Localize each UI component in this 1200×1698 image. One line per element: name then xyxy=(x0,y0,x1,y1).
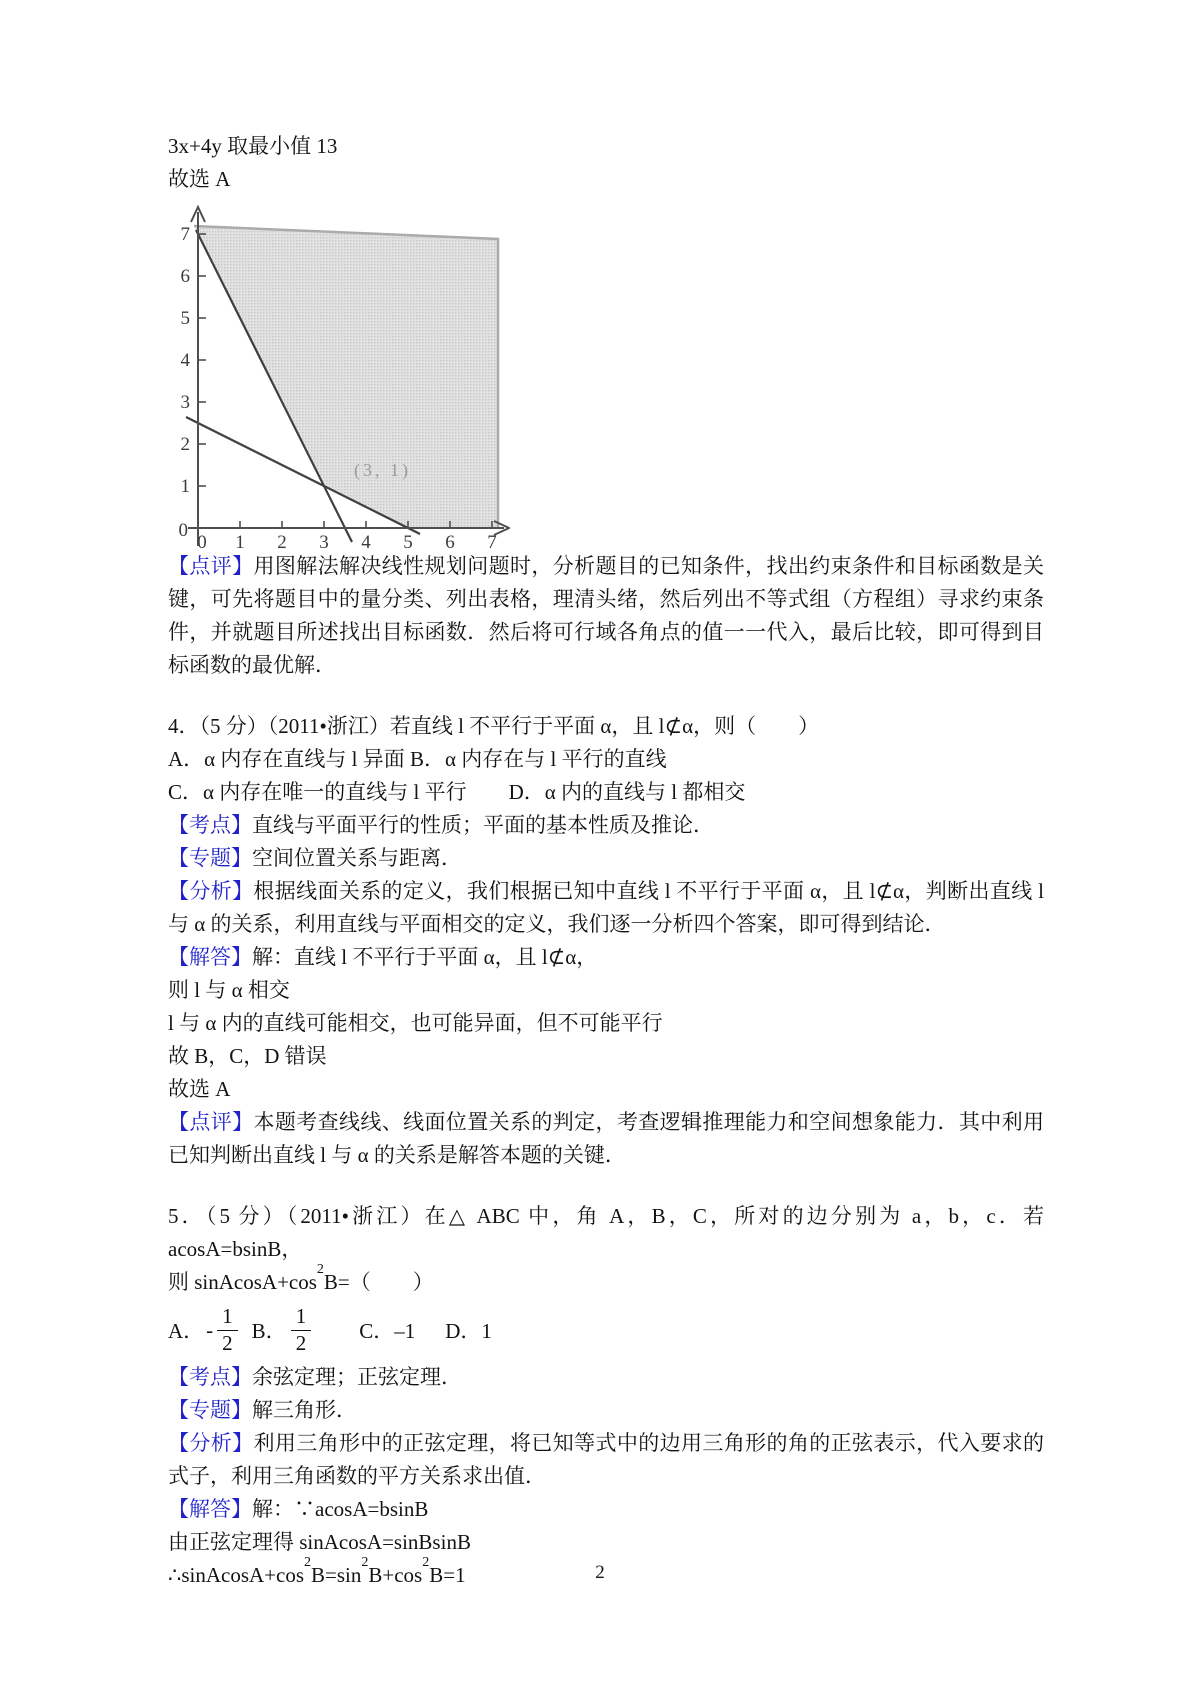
y-tick-0: 0 xyxy=(178,520,188,541)
q4-dianping-text: 本题考查线线、线面位置关系的判定，考查逻辑推理能力和空间想象能力．其中利用已知判断出直线 l 与 α 的关系是解答本题的关键． xyxy=(168,1110,1044,1167)
dianping-tag: 【点评】 xyxy=(168,1110,254,1134)
jieda-tag: 【解答】 xyxy=(168,1497,252,1521)
y-tick-1: 1 xyxy=(180,476,190,497)
fenxi-tag: 【分析】 xyxy=(168,1431,254,1455)
q5-options-row xyxy=(168,1299,1044,1361)
x-tick-1: 1 xyxy=(235,532,245,550)
fraction-numerator: 1 xyxy=(217,1305,238,1330)
q5-jieda-line2: 由正弦定理得 sinAcosA=sinBsinB xyxy=(168,1530,471,1554)
q5-jieda-text1: 解：∵acosA=bsinB xyxy=(252,1497,429,1521)
y-tick-7: 7 xyxy=(180,224,190,245)
document-body xyxy=(168,130,1044,1592)
x-tick-7: 7 xyxy=(487,532,497,550)
y-tick-6: 6 xyxy=(180,266,190,287)
page-number: 2 xyxy=(595,1562,605,1583)
q3-comment-text: 用图解法解决线性规划问题时，分析题目的已知条件，找出约束条件和目标函数是关键，可先将题目中的量分类、列出表格，理清头绪，然后列出不等式组（方程组）寻求约束条件，并就题目所述找出目标函数．然后将可行域各角点的值一一代入，最后比较，即可得到目标函数的最优解． xyxy=(168,554,1044,677)
q4-jieda-line3: l 与 α 内的直线可能相交，也可能异面，但不可能平行 xyxy=(168,1011,663,1035)
zhuanti-tag: 【专题】 xyxy=(168,846,252,870)
q5-option-a-fraction xyxy=(217,1305,238,1354)
y-tick-5: 5 xyxy=(180,308,190,329)
kaodian-tag: 【考点】 xyxy=(168,813,252,837)
q3-comment-paragraph xyxy=(168,550,1044,682)
vertex-point-label: (3, 1) xyxy=(354,460,411,480)
q4-dianping-paragraph xyxy=(168,1106,1044,1172)
x-tick-4: 4 xyxy=(361,532,371,550)
q5-option-b-label: B． xyxy=(251,1319,287,1343)
eq-sup: 2 xyxy=(422,1555,430,1571)
q4-fenxi-text: 根据线面关系的定义，我们根据已知中直线 l 不平行于平面 α，且 l⊄α，判断出直线 l 与 α 的关系，利用直线与平面相交的定义，我们逐一分析四个答案，即可得到结论． xyxy=(168,879,1044,936)
x-tick-6: 6 xyxy=(445,532,455,550)
q4-options-cd: C．α 内存在唯一的直线与 l 平行 D．α 内的直线与 l 都相交 xyxy=(168,780,746,804)
q3-result-line: 3x+4y 取最小值 13 xyxy=(168,134,338,158)
q4-kaodian-text: 直线与平面平行的性质；平面的基本性质及推论． xyxy=(252,813,714,837)
q5-option-c: C．–1 xyxy=(359,1319,416,1343)
section-gap xyxy=(168,1172,1044,1200)
eq-part: B=1 xyxy=(429,1563,466,1587)
q4-zhuanti-text: 空间位置关系与距离． xyxy=(252,846,462,870)
x-tick-0: 0 xyxy=(197,532,207,550)
linear-programming-graph xyxy=(158,198,510,550)
x-tick-labels xyxy=(197,532,497,550)
q4-fenxi-paragraph xyxy=(168,875,1044,941)
feasible-region-figure xyxy=(158,198,1044,550)
q4-jieda-line1 xyxy=(168,941,1044,974)
q4-jieda-line2: 则 l 与 α 相交 xyxy=(168,978,290,1002)
eq-sup: 2 xyxy=(304,1555,312,1571)
q4-zhuanti-line xyxy=(168,842,1044,875)
x-tick-2: 2 xyxy=(277,532,287,550)
eq-part: B+cos xyxy=(368,1563,423,1587)
fraction-denominator: 2 xyxy=(222,1330,233,1355)
q5-kaodian-line xyxy=(168,1361,1044,1394)
q4-jieda-line5: 故选 A xyxy=(168,1077,231,1101)
y-tick-3: 3 xyxy=(180,392,190,413)
q5-option-a-label: A． xyxy=(168,1319,205,1343)
q5-zhuanti-text: 解三角形． xyxy=(252,1398,357,1422)
q4-title: 4．（5 分）（2011•浙江）若直线 l 不平行于平面 α，且 l⊄α，则（ ） xyxy=(168,714,820,738)
x-tick-5: 5 xyxy=(403,532,413,550)
q5-fenxi-paragraph xyxy=(168,1427,1044,1493)
q5-zhuanti-line xyxy=(168,1394,1044,1427)
q5-kaodian-text: 余弦定理；正弦定理． xyxy=(252,1365,462,1389)
y-axis-ticks xyxy=(198,234,206,486)
y-tick-4: 4 xyxy=(180,350,190,371)
eq-part: B=sin xyxy=(311,1563,362,1587)
eq-sup: 2 xyxy=(361,1555,369,1571)
y-tick-labels xyxy=(179,224,191,541)
fraction-denominator: 2 xyxy=(295,1330,307,1355)
x-tick-3: 3 xyxy=(319,532,329,550)
comment-tag: 【点评】 xyxy=(168,554,254,578)
feasible-region xyxy=(194,226,498,528)
q5-option-d: D．1 xyxy=(445,1319,492,1343)
fenxi-tag: 【分析】 xyxy=(168,879,254,903)
q5-eq-pre: 则 sinAcosA+cos xyxy=(168,1270,317,1294)
eq-part: ∴sinAcosA+cos xyxy=(168,1563,305,1587)
jieda-tag: 【解答】 xyxy=(168,945,252,969)
zhuanti-tag: 【专题】 xyxy=(168,1398,252,1422)
q5-eq-sup: 2 xyxy=(316,1262,324,1278)
q5-title: 5．（5 分）（2011•浙江）在△ ABC 中，角 A，B，C，所对的边分别为 a，b，c．若 acosA=bsinB， xyxy=(168,1204,1044,1261)
section-gap xyxy=(168,682,1044,710)
q4-jieda-line4: 故 B，C，D 错误 xyxy=(168,1044,327,1068)
q5-title-line2 xyxy=(168,1262,1044,1299)
y-tick-2: 2 xyxy=(180,434,190,455)
kaodian-tag: 【考点】 xyxy=(168,1365,252,1389)
q5-fenxi-text: 利用三角形中的正弦定理，将已知等式中的边用三角形的角的正弦表示，代入要求的式子，利用三角函数的平方关系求出值． xyxy=(168,1431,1044,1488)
q5-option-b-fraction xyxy=(291,1305,312,1354)
q4-kaodian-line xyxy=(168,809,1044,842)
fraction-numerator: 1 xyxy=(291,1305,312,1330)
q5-option-a-minus: - xyxy=(206,1317,214,1342)
q4-options-ab: A．α 内存在直线与 l 异面 B．α 内存在与 l 平行的直线 xyxy=(168,747,667,771)
q5-eq-post: B=（ ） xyxy=(323,1270,434,1294)
q4-jieda-text1: 解：直线 l 不平行于平面 α，且 l⊄α， xyxy=(252,945,598,969)
q3-answer-line: 故选 A xyxy=(168,167,231,191)
q5-jieda-line1 xyxy=(168,1493,1044,1526)
